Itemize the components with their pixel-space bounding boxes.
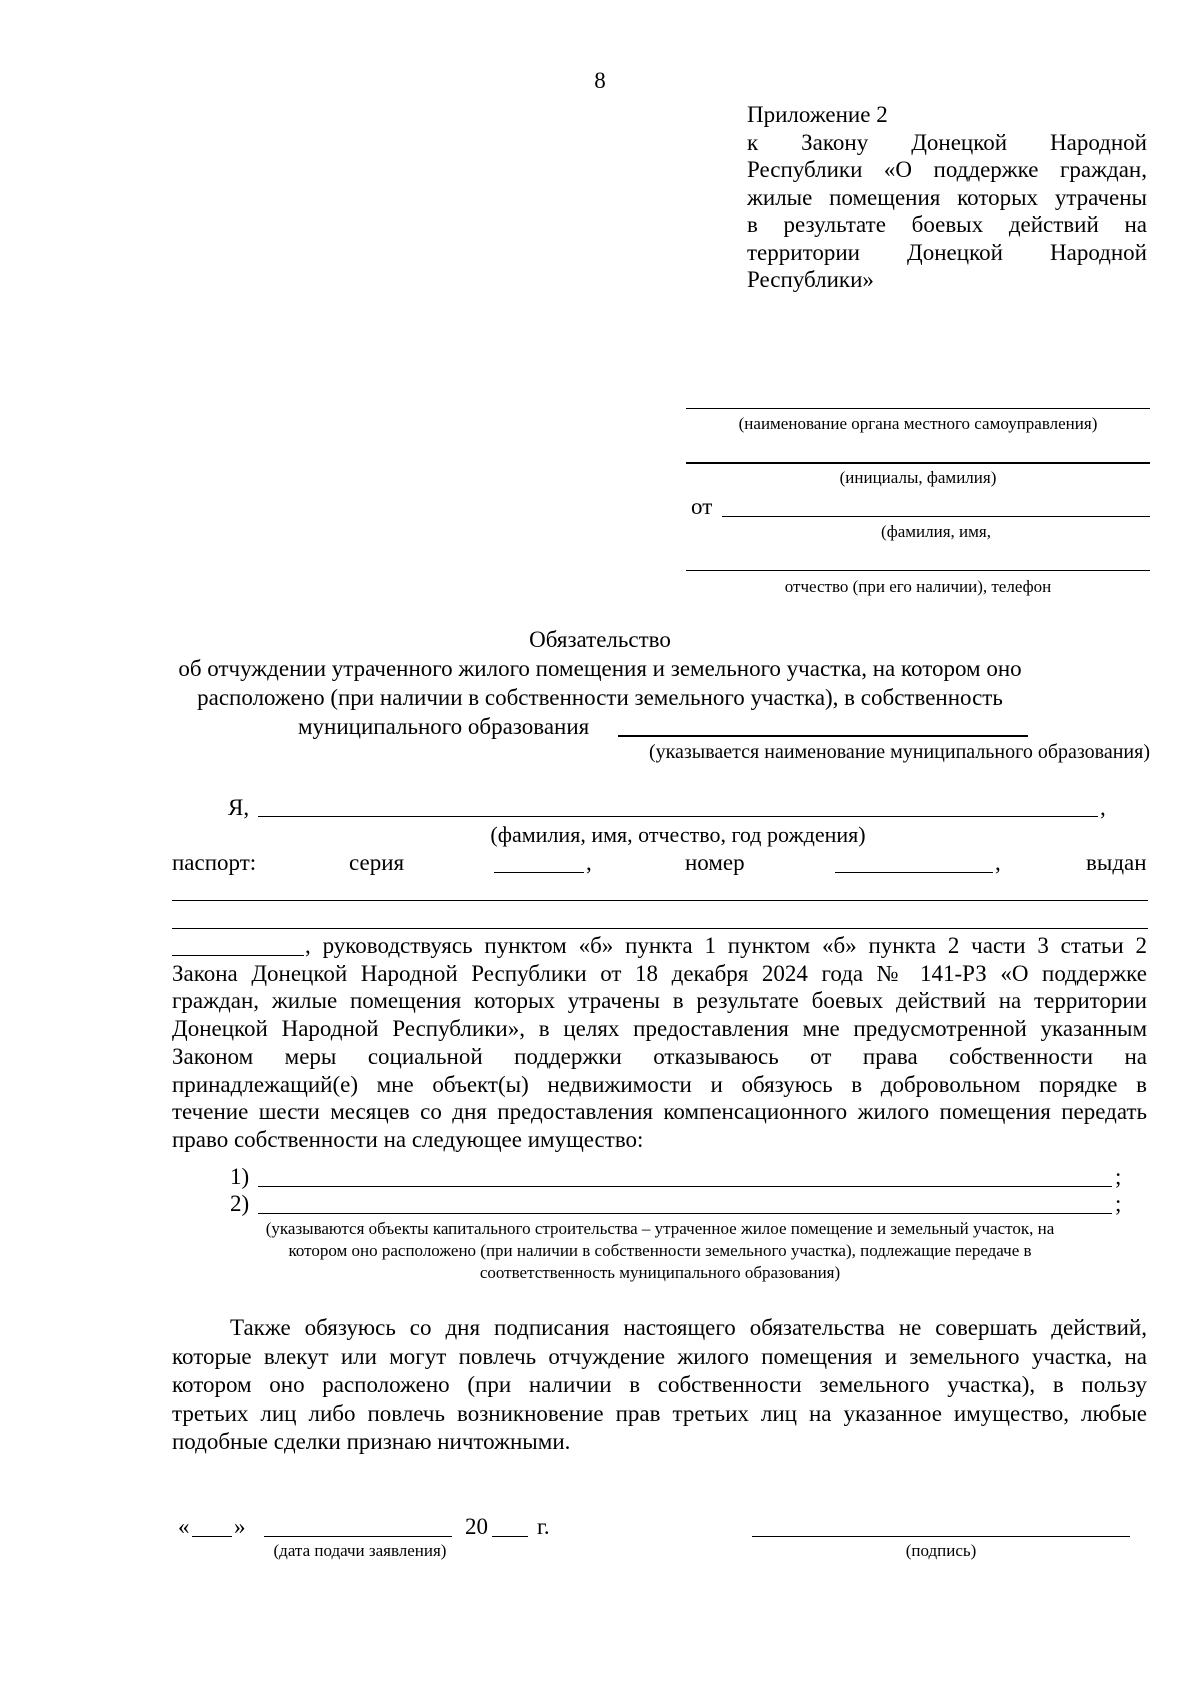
paragraph-line: граждан, жилые помещения которых утрачены в результате боевых действий на территории	[172, 988, 1147, 1014]
paragraph-line: Закона Донецкой Народной Республики от 18 декабря 2024 года № 141-РЗ «О поддержке	[172, 960, 1147, 986]
paragraph-line: , руководствуясь пунктом «б» пункта 1 пунктом «б» пункта 2 части 3 статьи 2	[305, 933, 1147, 958]
property-caption	[150, 1218, 1170, 1284]
date-caption: (дата подачи заявления)	[273, 1541, 447, 1560]
series-input[interactable]	[494, 872, 584, 873]
from-label: от	[691, 494, 713, 519]
signature-caption: (подпись)	[905, 1541, 977, 1560]
date-open-quote: «	[178, 1514, 190, 1539]
property-item-1-input[interactable]	[258, 1186, 1112, 1187]
property-item-terminator: ;	[1115, 1191, 1122, 1216]
from-name-line[interactable]	[722, 516, 1150, 517]
year-suffix: г.	[537, 1514, 550, 1539]
property-caption-line: соответственность муниципального образования)	[479, 1263, 841, 1282]
appendix-line: жилые помещения которых утрачены	[747, 184, 1147, 210]
paragraph-line: течение шести месяцев со дня предоставления компенсационного жилого помещения передать	[172, 1099, 1147, 1125]
paragraph-line: подобные сделки признаю ничтожными.	[172, 1429, 571, 1455]
declarant-caption: (фамилия, имя, отчество, год рождения)	[490, 822, 866, 847]
declarant-prefix: Я,	[228, 795, 250, 820]
appendix-header	[747, 101, 1147, 294]
declarant-name-line[interactable]	[258, 816, 1098, 817]
main-paragraph	[172, 932, 1147, 1154]
number-input[interactable]	[835, 872, 993, 873]
day-input[interactable]	[192, 1536, 232, 1537]
page-number: 8	[594, 68, 606, 93]
property-item-2-input[interactable]	[258, 1213, 1112, 1214]
appendix-line: в результате боевых действий на	[747, 212, 1147, 237]
declarant-comma: ,	[1100, 795, 1106, 820]
paragraph-line: Донецкой Народной Республики», в целях предоставления мне предусмотренной указанным	[172, 1016, 1147, 1042]
year-prefix: 20	[465, 1514, 488, 1539]
name-caption: (фамилия, имя,	[881, 522, 991, 541]
patronymic-line[interactable]	[686, 570, 1150, 571]
initials-line[interactable]	[686, 462, 1150, 464]
org-name-caption: (наименование органа местного самоуправления)	[738, 414, 1098, 433]
issued-by-line-2[interactable]	[172, 928, 1148, 929]
paragraph-line: Законом меры социальной поддержки отказываюсь от права собственности на	[172, 1043, 1147, 1069]
property-caption-line: котором оно расположено (при наличии в собственности земельного участка), подлежащие передаче в	[288, 1241, 1032, 1260]
appendix-line: территории Донецкой Народной	[747, 239, 1147, 265]
appendix-line: Республики»	[747, 267, 874, 292]
paragraph-line: третьих лиц либо повлечь возникновение прав третьих лиц на указанное имущество, любые	[172, 1400, 1147, 1426]
year-input[interactable]	[492, 1536, 528, 1537]
appendix-line: Республики «О поддержке граждан,	[747, 157, 1147, 182]
property-item-number: 2)	[230, 1191, 250, 1216]
document-title: Обязательство	[529, 627, 671, 652]
number-comma: ,	[995, 850, 1001, 875]
paragraph-line: Также обязуюсь со дня подписания настоящего обязательства не совершать действий,	[230, 1315, 1147, 1340]
initials-caption: (инициалы, фамилия)	[839, 468, 997, 487]
series-label: серия	[349, 850, 405, 875]
issued-label: выдан	[1086, 850, 1147, 875]
paragraph-line: право собственности на следующее имущество:	[172, 1126, 644, 1152]
municipality-line[interactable]	[618, 735, 1028, 737]
municipality-caption: (указывается наименование муниципального образования)	[648, 741, 1150, 763]
paragraph-line: которые влекут или могут повлечь отчуждение жилого помещения и земельного участка, на	[172, 1343, 1147, 1369]
passport-label: паспорт:	[172, 850, 257, 875]
org-name-line[interactable]	[686, 408, 1150, 409]
property-item-number: 1)	[230, 1164, 250, 1189]
paragraph-line: принадлежащий(е) мне объект(ы) недвижимости и обязуюсь в добровольном порядке в	[172, 1071, 1147, 1097]
paragraph-line: котором оно расположено (при наличии в собственности земельного участка), в пользу	[172, 1372, 1147, 1398]
title-line-3: муниципального образования	[298, 714, 590, 739]
series-comma: ,	[586, 850, 592, 875]
appendix-line: Приложение 2	[747, 102, 888, 127]
patronymic-caption: отчество (при его наличии), телефон	[784, 577, 1052, 596]
date-close-quote: »	[234, 1514, 246, 1539]
signature-input[interactable]	[752, 1536, 1130, 1537]
title-line-2: расположено (при наличии в собственности земельного участка), в собственность	[197, 685, 1003, 710]
appendix-line: к Закону Донецкой Народной	[747, 129, 1147, 155]
also-paragraph	[172, 1314, 1147, 1457]
issued-by-line-1[interactable]	[172, 900, 1148, 901]
property-caption-line: (указываются объекты капитального строительства – утраченное жилое помещение и земельный участок, на	[265, 1219, 1055, 1238]
number-label: номер	[685, 850, 745, 875]
title-line-1: об отчуждении утраченного жилого помещения и земельного участка, на котором оно	[178, 656, 1022, 681]
property-item-terminator: ;	[1115, 1164, 1122, 1189]
month-input[interactable]	[264, 1536, 452, 1537]
